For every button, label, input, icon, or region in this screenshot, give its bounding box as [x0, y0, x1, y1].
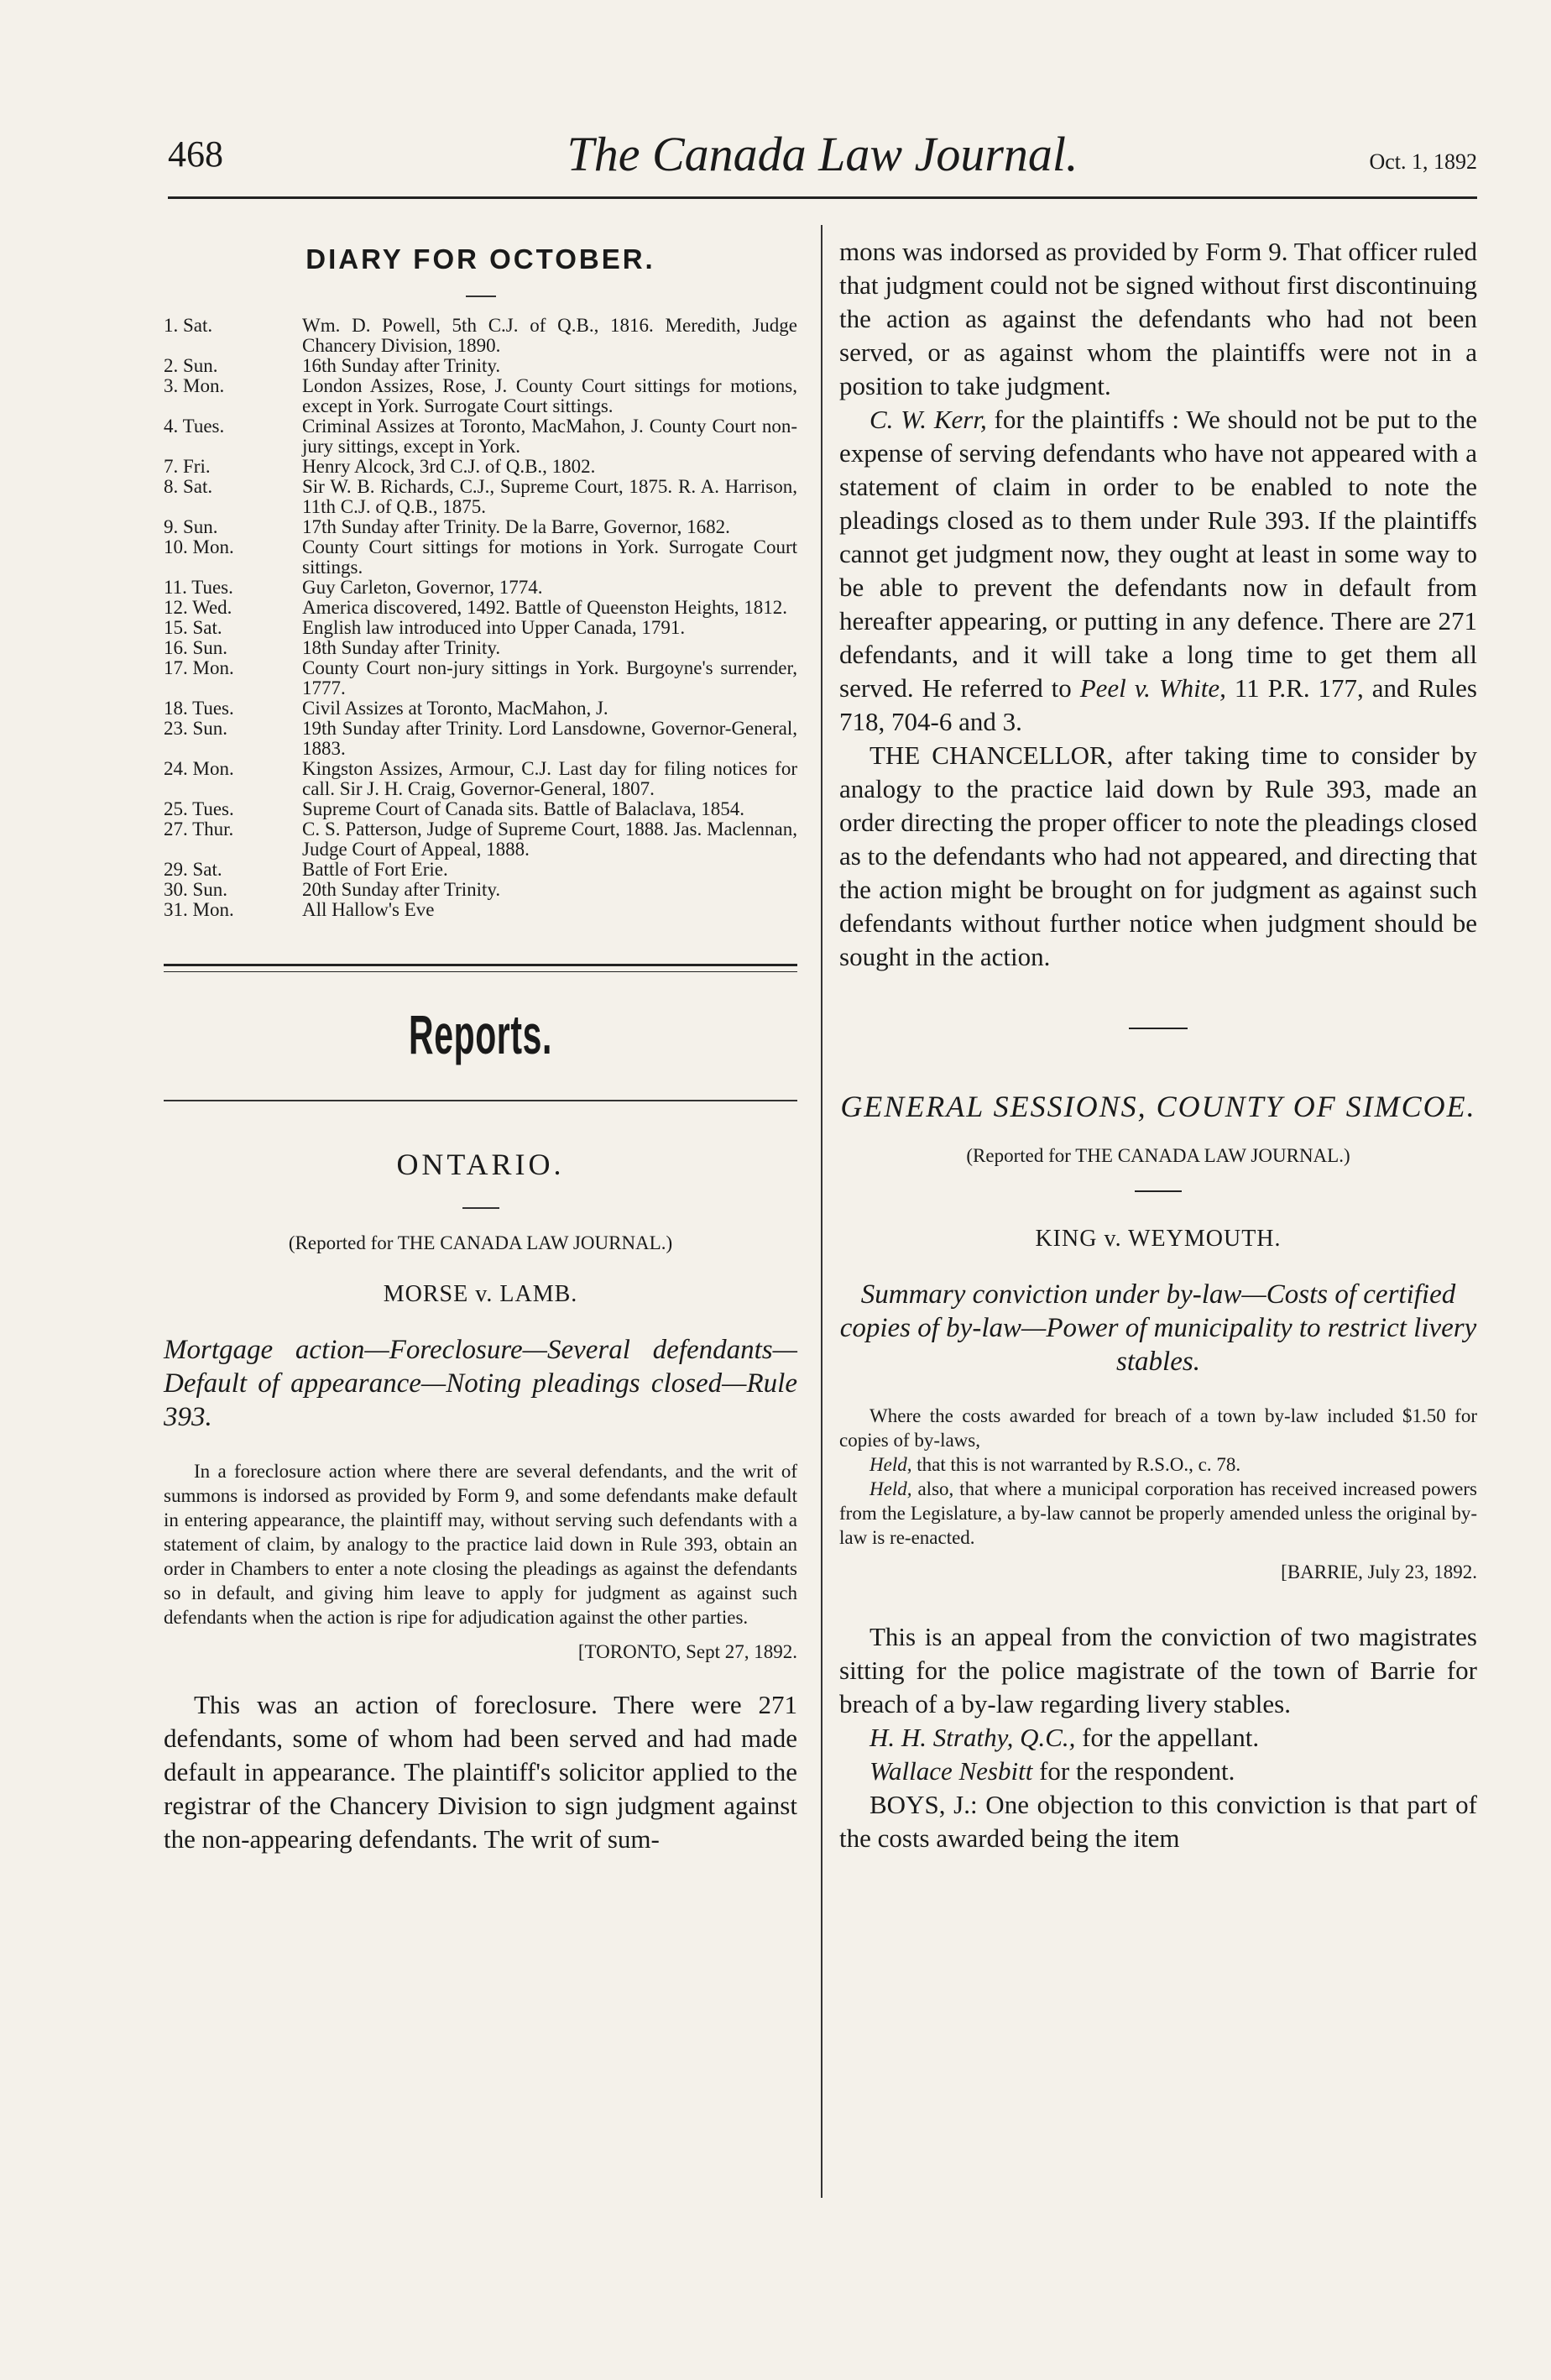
reports-rule [164, 1100, 797, 1101]
diary-text: 16th Sunday after Trinity. [302, 355, 501, 376]
diary-text: Supreme Court of Canada sits. Battle of Balaclava, 1854. [302, 798, 744, 819]
section-double-rule-thin [164, 971, 797, 972]
diary-day: 29. Sat. [164, 859, 222, 880]
journal-title: The Canada Law Journal. [567, 127, 1078, 181]
diary-text: All Hallow's Eve [302, 899, 435, 920]
diary-entry [164, 537, 797, 578]
diary-text: London Assizes, Rose, J. County Court sittings for motions, except in York. Surrogate Court sittings. [302, 375, 797, 416]
held-text: also, that where a municipal corporation has received increased powers from the Legislature, a by-law cannot be properly amended unless the original by-law is re-enacted. [839, 1478, 1477, 1548]
diary-text: Civil Assizes at Toronto, MacMahon, J. [302, 698, 608, 719]
diary-day: 16. Sun. [164, 637, 228, 658]
diary-text: 18th Sunday after Trinity. [302, 637, 501, 658]
diary-day: 3. Mon. [164, 375, 225, 396]
held-text: that this is not warranted by R.S.O., c. 78. [911, 1454, 1241, 1475]
diary-entry [164, 356, 797, 376]
kerr-argument [839, 403, 1477, 739]
diary-entry [164, 860, 797, 880]
diary-text: Kingston Assizes, Armour, C.J. Last day for filing notices for call. Sir J. H. Craig, Governor-General, 1807. [302, 758, 797, 799]
diary-day: 11. Tues. [164, 577, 233, 598]
reports-heading: Reports. [409, 1003, 552, 1065]
case-title-king-v-weymouth: KING v. WEYMOUTH. [1035, 1226, 1282, 1252]
diary-text: County Court non-jury sittings in York. Burgoyne's surrender, 1777. [302, 657, 797, 698]
diary-text: Criminal Assizes at Toronto, MacMahon, J. County Court non-jury sittings, except in York. [302, 416, 797, 457]
diary-text: English law introduced into Upper Canada, 1791. [302, 617, 686, 638]
case-catchwords: Mortgage action—Foreclosure—Several defendants—Default of appearance—Noting pleadings closed—Rule 393. [164, 1335, 797, 1432]
running-header [168, 126, 1477, 193]
case-headnote: In a foreclosure action where there are several defendants, and the writ of summons is indorsed as provided by Form 9, and some defendants make default in entering appearance, the plaintiff may, without serving such defendants with a statement of claim, by analogy to the practice laid down in Rule 393, obtain an order in Chambers to enter a note closing the pleadings as against the defendants so in default, and giving him leave to apply for judgment as against such defendants when the action is ripe for adjudication against the other parties. [164, 1461, 797, 1628]
diary-dash [466, 296, 496, 297]
diary-entry [164, 638, 797, 658]
diary-day: 18. Tues. [164, 698, 234, 719]
diary-day: 15. Sat. [164, 617, 222, 638]
diary-entry [164, 719, 797, 759]
diary-entry [164, 799, 797, 819]
diary-day: 10. Mon. [164, 536, 234, 557]
simcoe-place-date: [BARRIE, July 23, 1892. [1281, 1561, 1477, 1582]
diary-entry [164, 416, 797, 457]
diary-text: Battle of Fort Erie. [302, 859, 448, 880]
ontario-title: ONTARIO. [396, 1148, 565, 1181]
counsel-name: C. W. Kerr, [870, 405, 987, 434]
diary-entry [164, 517, 797, 537]
diary-entry [164, 819, 797, 860]
diary-text: 17th Sunday after Trinity. De la Barre, Governor, 1682. [302, 516, 730, 537]
diary-day: 30. Sun. [164, 879, 228, 900]
boys-judgment [839, 1788, 1477, 1855]
argument-text-a: for the plaintiffs : We should not be put to the expense of serving defendants who have not appeared with a statement of claim in order to be enabled to note the pleadings closed as to them under Rule 393. If the plaintiffs cannot get judgment now, they ought at least in some way to be able to prevent the defendants now in default from hereafter appearing, or putting in any defence. There are 271 defendants, and it will take a long time to get them all served. He referred to [839, 405, 1477, 703]
diary-day: 24. Mon. [164, 758, 234, 779]
simcoe-catchwords: Summary conviction under by-law—Costs of certified copies of by-law—Power of municipality to restrict livery stables. [839, 1279, 1477, 1377]
diary-text: Henry Alcock, 3rd C.J. of Q.B., 1802. [302, 456, 596, 477]
simcoe-title: GENERAL SESSIONS, COUNTY OF SIMCOE. [840, 1090, 1476, 1123]
case-title-morse-v-lamb: MORSE v. LAMB. [383, 1281, 578, 1307]
diary-entry [164, 698, 797, 719]
diary-day: 25. Tues. [164, 798, 234, 819]
simcoe-headnote-3 [839, 1477, 1477, 1550]
diary-day: 1. Sat. [164, 315, 213, 336]
left-column [164, 227, 797, 1856]
diary-entry [164, 759, 797, 799]
diary-list [164, 316, 797, 920]
diary-entry [164, 316, 797, 356]
counsel-name: Wallace Nesbitt [870, 1756, 1033, 1786]
diary-entry [164, 477, 797, 517]
diary-title: DIARY FOR OCTOBER. [306, 243, 655, 275]
diary-day: 9. Sun. [164, 516, 218, 537]
diary-text: 20th Sunday after Trinity. [302, 879, 501, 900]
diary-text: Guy Carleton, Governor, 1774. [302, 577, 543, 598]
diary-entry [164, 658, 797, 698]
ontario-reported-for: (Reported for THE CANADA LAW JOURNAL.) [288, 1232, 673, 1253]
simcoe-body-paragraph: This is an appeal from the conviction of two magistrates sitting for the police magistrate of the town of Barrie for breach of a by-law regarding livery stables. [839, 1622, 1477, 1718]
judgment-text: One objection to this conviction is that part of the costs awarded being the item [839, 1790, 1477, 1853]
counsel-respondent [839, 1755, 1477, 1788]
diary-entry [164, 880, 797, 900]
diary-entry [164, 900, 797, 920]
held-label: Held, [870, 1454, 912, 1475]
counsel-role: for the respondent. [1032, 1756, 1235, 1786]
chancellor-ruling [839, 739, 1477, 974]
diary-text: County Court sittings for motions in York. Surrogate Court sittings. [302, 536, 797, 578]
simcoe-headnote-1: Where the costs awarded for breach of a town by-law included $1.50 for copies of by-laws, [839, 1405, 1477, 1451]
counsel-role: for the appellant. [1075, 1723, 1260, 1752]
diary-entry [164, 457, 797, 477]
page-number: 468 [168, 133, 223, 175]
continuation-paragraph: mons was indorsed as provided by Form 9. That officer ruled that judgment could not be signed without first discontinuing the action as against the defendants who had not been served, or as against whom the plaintiffs were not in a position to take judgment. [839, 237, 1477, 400]
diary-text: America discovered, 1492. Battle of Queenston Heights, 1812. [302, 597, 788, 618]
diary-entry [164, 618, 797, 638]
diary-entry [164, 578, 797, 598]
diary-day: 27. Thur. [164, 819, 234, 840]
diary-day: 8. Sat. [164, 476, 213, 497]
case-body-text: This was an action of foreclosure. There were 271 defendants, some of whom had been served and had made default in appearance. The plaintiff's solicitor applied to the registrar of the Chancery Division to sign judgment against the non-appearing defendants. The writ of sum- [164, 1690, 797, 1854]
simcoe-reported-for: (Reported for THE CANADA LAW JOURNAL.) [966, 1145, 1350, 1166]
case-separator-rule [1129, 1028, 1188, 1029]
ontario-dash [462, 1207, 499, 1209]
column-divider [821, 225, 822, 2198]
diary-text: C. S. Patterson, Judge of Supreme Court, 1888. Jas. Maclennan, Judge Court of Appeal, 1888. [302, 819, 797, 860]
diary-day: 4. Tues. [164, 416, 225, 437]
simcoe-headnote-2 [839, 1452, 1477, 1477]
diary-text: Wm. D. Powell, 5th C.J. of Q.B., 1816. Meredith, Judge Chancery Division, 1890. [302, 315, 797, 356]
diary-day: 17. Mon. [164, 657, 234, 678]
counsel-appellant [839, 1721, 1477, 1755]
diary-day: 12. Wed. [164, 597, 232, 618]
cited-case: Peel v. White, [1079, 673, 1226, 703]
held-label: Held, [870, 1478, 912, 1499]
diary-day: 31. Mon. [164, 899, 234, 920]
right-column [839, 227, 1477, 1855]
diary-text: 19th Sunday after Trinity. Lord Lansdowne, Governor-General, 1883. [302, 718, 797, 759]
diary-day: 2. Sun. [164, 355, 218, 376]
ruling-text: after taking time to consider by analogy to the practice laid down by Rule 393, made an order directing the proper officer to note the pleadings closed as to the defendants who had not appeared, and directing that the action might be brought on for judgment as against such defendants without further notice when judgment should be sought in the action. [839, 740, 1477, 971]
diary-day: 23. Sun. [164, 718, 228, 739]
simcoe-dash [1135, 1190, 1182, 1192]
diary-day: 7. Fri. [164, 456, 211, 477]
diary-entry [164, 598, 797, 618]
diary-entry [164, 376, 797, 416]
diary-text: Sir W. B. Richards, C.J., Supreme Court, 1875. R. A. Harrison, 11th C.J. of Q.B., 1875. [302, 476, 797, 517]
counsel-name: H. H. Strathy, Q.C., [870, 1723, 1076, 1752]
case-place-date: [TORONTO, Sept 27, 1892. [577, 1641, 797, 1662]
header-rule [168, 196, 1477, 199]
judge-name: BOYS, J.: [870, 1790, 978, 1819]
issue-date: Oct. 1, 1892 [1369, 149, 1477, 174]
argument-text-b: 11 P.R. 177, and Rules 718, 704-6 and 3. [839, 673, 1477, 736]
judge-name: THE CHANCELLOR, [870, 740, 1114, 770]
section-double-rule [164, 964, 797, 966]
